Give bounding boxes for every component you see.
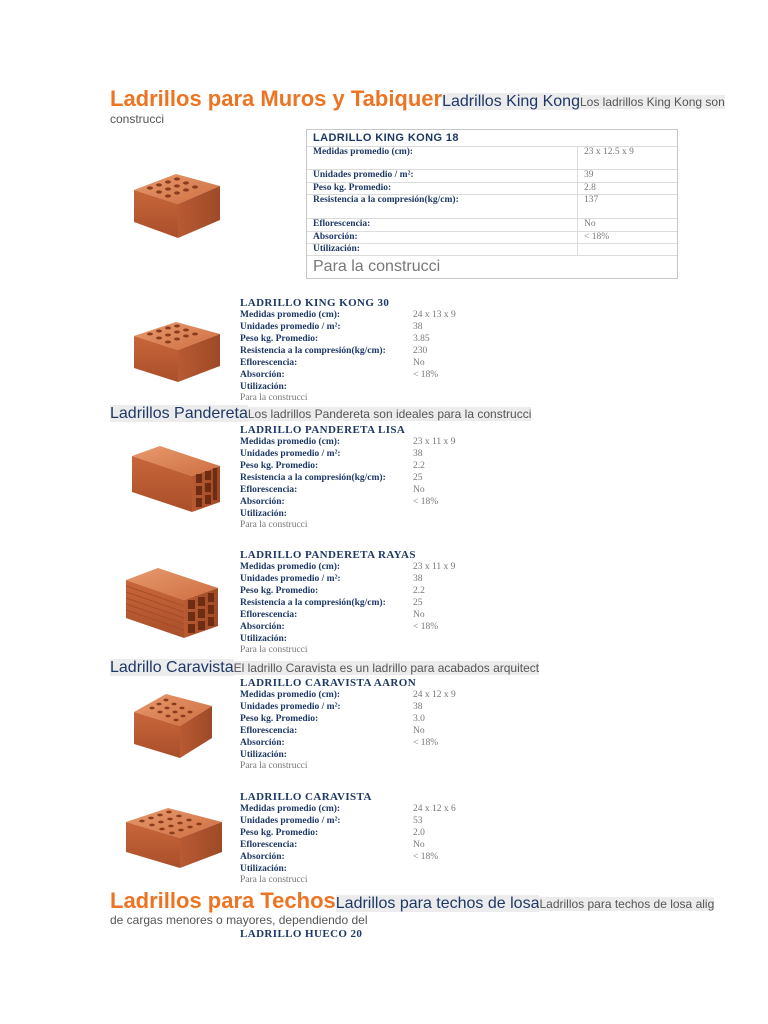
spec-label: Absorción: (240, 370, 285, 380)
product-usage: Para la construcci (240, 761, 308, 771)
spec-value: 3.0 (413, 714, 425, 724)
spec-value: No (578, 218, 678, 231)
spec-label: Medidas promedio (cm): (307, 147, 578, 169)
spec-value: 25 (413, 473, 423, 483)
product-title: LADRILLO HUECO 20 (240, 928, 363, 940)
spec-label: Utilización: (240, 509, 287, 519)
product-title: LADRILLO KING KONG 18 (307, 130, 677, 147)
spec-label: Medidas promedio (cm): (240, 562, 341, 572)
section-techos-header (110, 888, 714, 914)
section-description-cont: de cargas menores o mayores, dependiendo del (110, 913, 368, 927)
section-subtitle: Ladrillos para techos de losa (335, 895, 540, 912)
spec-label: Unidades promedio / m²: (240, 449, 341, 459)
section-title: Ladrillos para Muros y Tabiquer (110, 86, 443, 111)
product-caravista-aaron (240, 677, 456, 771)
product-title: LADRILLO CARAVISTA (240, 791, 372, 803)
brick-king-kong-18-image (132, 170, 222, 242)
spec-label: Resistencia a la compresión(kg/cm): (240, 346, 386, 356)
spec-value: 2.0 (413, 828, 425, 838)
product-specs (240, 309, 456, 393)
section-muros-header (110, 86, 725, 112)
spec-label: Resistencia a la compresión(kg/cm): (240, 598, 386, 608)
spec-label: Resistencia a la compresión(kg/cm): (307, 194, 578, 218)
section-description: El ladrillo Caravista es un ladrillo para acabados arquitect (233, 661, 540, 675)
spec-value: < 18% (413, 852, 439, 862)
spec-label: Eflorescencia: (240, 485, 298, 495)
product-pandereta-rayas (240, 549, 455, 655)
brick-caravista-image (124, 806, 224, 872)
product-specs (307, 147, 677, 256)
spec-label: Eflorescencia: (240, 726, 298, 736)
spec-value: 230 (413, 346, 428, 356)
brick-king-kong-30-image (132, 318, 222, 386)
spec-value: 3.85 (413, 334, 430, 344)
spec-value: 24 x 12 x 6 (413, 804, 456, 814)
spec-value: 25 (413, 598, 423, 608)
spec-value: 2.2 (413, 586, 425, 596)
product-king-kong-30 (240, 297, 456, 403)
spec-label: Medidas promedio (cm): (240, 310, 341, 320)
spec-label: Absorción: (240, 738, 285, 748)
spec-label: Utilización: (240, 634, 287, 644)
spec-label: Eflorescencia: (240, 610, 298, 620)
spec-value: < 18% (413, 370, 439, 380)
spec-value: 23 x 11 x 9 (413, 437, 456, 447)
spec-label: Peso kg. Promedio: (240, 461, 319, 471)
spec-value: 38 (413, 449, 423, 459)
product-caravista (240, 791, 456, 885)
spec-label: Utilización: (307, 243, 578, 255)
spec-label: Utilización: (240, 382, 287, 392)
section-title: Ladrillos para Techos (110, 888, 336, 913)
section-subtitle: Ladrillo Caravista (110, 659, 234, 676)
spec-value: No (413, 840, 425, 850)
brick-pandereta-rayas-image (124, 566, 220, 640)
section-pandereta-header (110, 405, 531, 423)
spec-label: Eflorescencia: (240, 840, 298, 850)
product-specs (240, 689, 456, 761)
spec-value: 137 (578, 194, 678, 218)
spec-label: Eflorescencia: (240, 358, 298, 368)
product-usage: Para la construcci (313, 257, 441, 275)
product-usage: Para la construcci (240, 875, 308, 885)
section-caravista-header (110, 659, 539, 677)
section-description: Ladrillos para techos de losa alig (539, 897, 715, 911)
spec-value: 24 x 12 x 9 (413, 690, 456, 700)
spec-label: Unidades promedio / m²: (240, 702, 341, 712)
section-subtitle: Ladrillos Pandereta (110, 405, 248, 422)
product-usage: Para la construcci (240, 645, 308, 655)
product-king-kong-18 (306, 129, 678, 279)
spec-label: Unidades promedio / m²: (240, 574, 341, 584)
spec-label: Utilización: (240, 864, 287, 874)
spec-label: Medidas promedio (cm): (240, 804, 341, 814)
spec-value: 53 (413, 816, 423, 826)
spec-value: 38 (413, 322, 423, 332)
spec-value: 2.8 (578, 182, 678, 194)
spec-label: Utilización: (240, 750, 287, 760)
spec-label: Absorción: (240, 852, 285, 862)
spec-label: Absorción: (307, 231, 578, 243)
spec-label: Resistencia a la compresión(kg/cm): (240, 473, 386, 483)
section-description-cont: construcci (110, 112, 165, 126)
spec-value: No (413, 726, 425, 736)
product-usage: Para la construcci (240, 393, 308, 403)
spec-value: 39 (578, 169, 678, 182)
spec-value: < 18% (578, 231, 678, 243)
product-specs (240, 803, 456, 875)
spec-value: 38 (413, 574, 423, 584)
product-specs (240, 436, 455, 520)
section-description: Los ladrillos King Kong son (579, 95, 725, 109)
product-usage: Para la construcci (240, 520, 308, 530)
product-title: LADRILLO PANDERETA RAYAS (240, 549, 416, 561)
spec-label: Peso kg. Promedio: (240, 828, 319, 838)
spec-label: Unidades promedio / m²: (307, 169, 578, 182)
product-title: LADRILLO PANDERETA LISA (240, 424, 406, 436)
brick-caravista-aaron-image (132, 690, 214, 760)
product-title: LADRILLO CARAVISTA AARON (240, 677, 417, 689)
product-pandereta-lisa (240, 424, 455, 530)
product-title: LADRILLO KING KONG 30 (240, 297, 390, 309)
spec-value: 2.2 (413, 461, 425, 471)
spec-label: Peso kg. Promedio: (240, 586, 319, 596)
spec-value: 23 x 11 x 9 (413, 562, 456, 572)
product-specs (240, 561, 455, 645)
spec-label: Peso kg. Promedio: (240, 334, 319, 344)
section-subtitle: Ladrillos King Kong (442, 93, 580, 110)
spec-label: Absorción: (240, 497, 285, 507)
spec-value: < 18% (413, 497, 439, 507)
spec-label: Peso kg. Promedio: (240, 714, 319, 724)
spec-value: < 18% (413, 738, 439, 748)
spec-label: Unidades promedio / m²: (240, 816, 341, 826)
spec-label: Unidades promedio / m²: (240, 322, 341, 332)
spec-value: No (413, 358, 425, 368)
spec-value: No (413, 485, 425, 495)
spec-value: < 18% (413, 622, 439, 632)
spec-label: Absorción: (240, 622, 285, 632)
section-description: Los ladrillos Pandereta son ideales para la construcci (247, 407, 532, 421)
spec-label: Eflorescencia: (307, 218, 578, 231)
spec-label: Medidas promedio (cm): (240, 690, 341, 700)
spec-value: 38 (413, 702, 423, 712)
spec-value: 24 x 13 x 9 (413, 310, 456, 320)
spec-label: Peso kg. Promedio: (307, 182, 578, 194)
brick-pandereta-lisa-image (130, 444, 222, 514)
spec-value: 23 x 12.5 x 9 (578, 147, 678, 169)
spec-label: Medidas promedio (cm): (240, 437, 341, 447)
spec-value: No (413, 610, 425, 620)
